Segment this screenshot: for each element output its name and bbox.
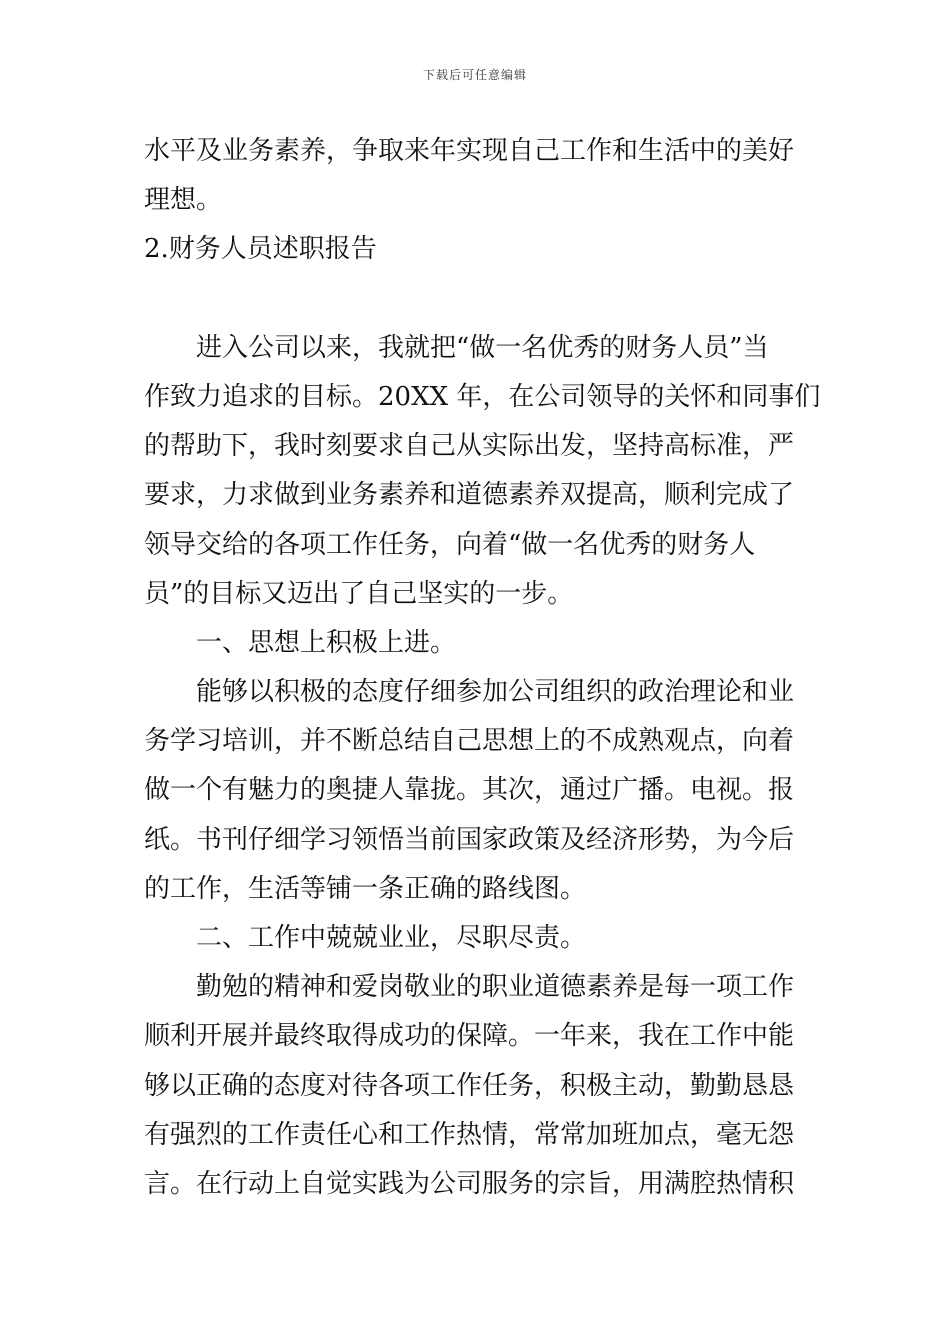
text-line: 水平及业务素养，争取来年实现自己工作和生活中的美好: [144, 136, 795, 166]
text-line: 理想。: [144, 185, 223, 216]
text-line: 要求，力求做到业务素养和道德素养双提高，顺利完成了: [144, 480, 795, 511]
text-line: 够以正确的态度对待各项工作任务，积极主动，勤勤恳恳: [144, 1070, 795, 1101]
paragraph-start: 能够以积极的态度仔细参加公司组织的政治理论和业: [196, 677, 795, 708]
text-line: 言。在行动上自觉实践为公司服务的宗旨，用满腔热情积: [144, 1168, 795, 1199]
text-line: 员”的目标又迈出了自己坚实的一步。: [144, 578, 574, 609]
text-line: 务学习培训，并不断总结自己思想上的不成熟观点，向着: [144, 726, 795, 757]
download-note: 下载后可任意编辑: [422, 68, 527, 82]
text-line: 的工作，生活等铺一条正确的路线图。: [144, 873, 587, 904]
text-line: 做一个有魅力的奥捷人靠拢。其次，通过广播。电视。报: [144, 775, 795, 806]
text-line: 顺利开展并最终取得成功的保障。一年来，我在工作中能: [144, 1021, 795, 1052]
document-body: [144, 127, 821, 1209]
subheading: 一、思想上积极上进。: [196, 627, 457, 658]
paragraph-start: 勤勉的精神和爱岗敬业的职业道德素养是每一项工作: [196, 972, 795, 1003]
subheading: 二、工作中兢兢业业，尽职尽责。: [196, 923, 587, 953]
blank-line: [144, 275, 810, 324]
paragraph-start: 进入公司以来，我就把“做一名优秀的财务人员”当: [196, 332, 769, 363]
text-line: 有强烈的工作责任心和工作热情，常常加班加点，毫无怨: [144, 1119, 795, 1150]
text-line: 的帮助下，我时刻要求自己从实际出发，坚持高标准，严: [144, 431, 795, 462]
text-line: 纸。书刊仔细学习领悟当前国家政策及经济形势，为今后: [144, 824, 795, 855]
section-heading: 2.财务人员述职报告: [144, 234, 377, 265]
text-line: 领导交给的各项工作任务，向着“做一名优秀的财务人: [144, 529, 756, 560]
text-line: 作致力追求的目标。20XX 年，在公司领导的关怀和同事们: [144, 381, 821, 412]
